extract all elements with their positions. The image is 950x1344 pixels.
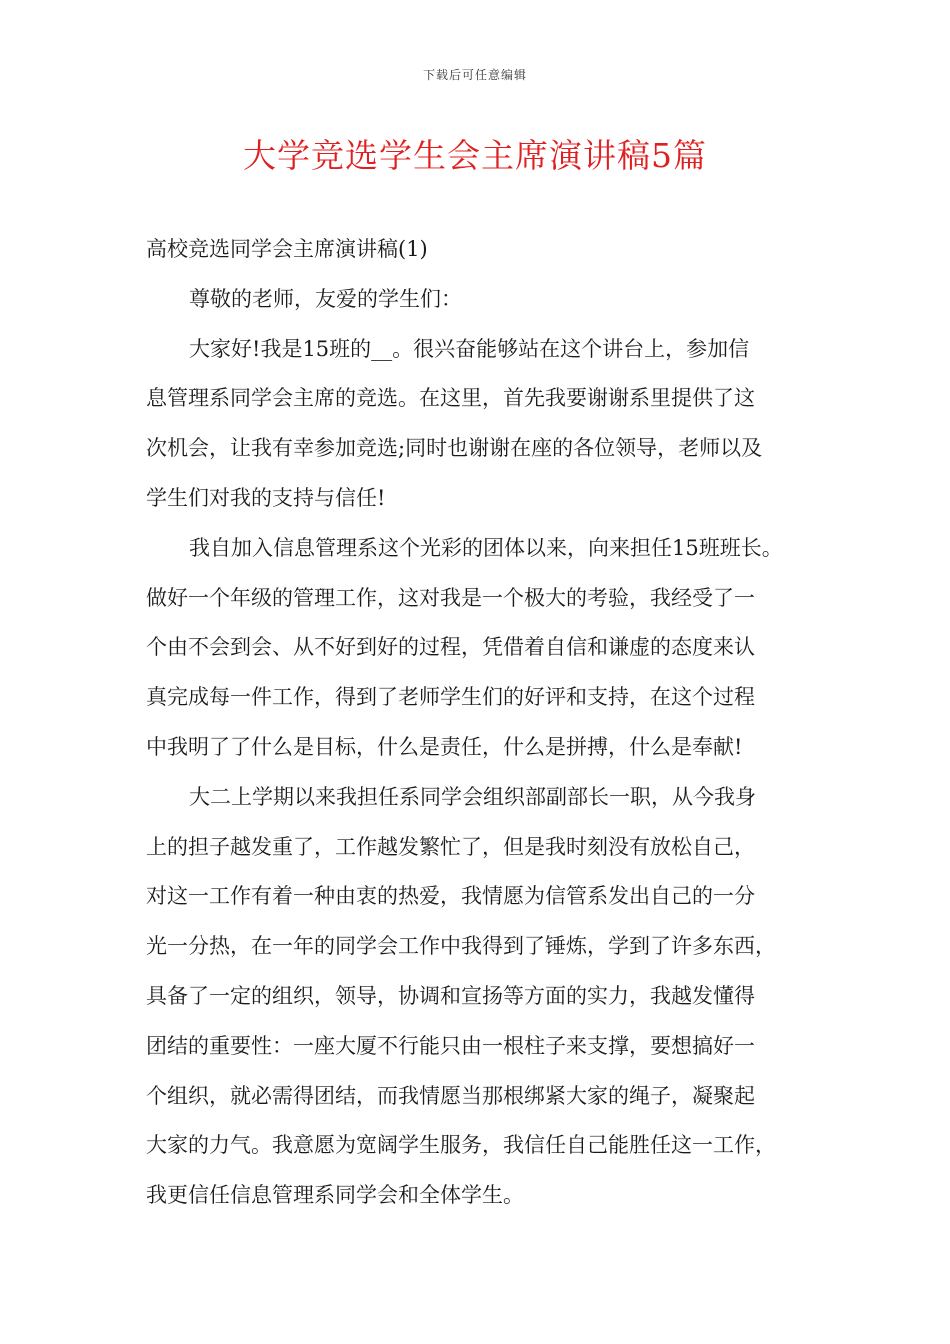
text-line: 尊敬的老师，友爱的学生们： [189, 286, 462, 311]
text-line: 大二上学期以来我担任系同学会组织部副部长一职，从今我身 [189, 784, 756, 809]
text-line: 个组织，就必需得团结，而我情愿当那根绑紧大家的绳子，凝聚起 [146, 1083, 755, 1108]
text-line: 息管理系同学会主席的竞选。在这里，首先我要谢谢系里提供了这 [146, 386, 755, 411]
text-line: 个由不会到会、从不好到好的过程，凭借着自信和谦虚的态度来认 [146, 635, 755, 660]
text-line: 高校竞选同学会主席演讲稿(1) [146, 237, 428, 261]
text-line: 上的担子越发重了，工作越发繁忙了，但是我时刻没有放松自己， [146, 834, 755, 859]
text-line: 对这一工作有着一种由衷的热爱，我情愿为信管系发出自己的一分 [146, 884, 755, 909]
document-body [146, 225, 816, 1221]
text-line: 真完成每一件工作，得到了老师学生们的好评和支持，在这个过程 [146, 685, 755, 710]
text-line: 次机会，让我有幸参加竞选;同时也谢谢在座的各位领导，老师以及 [146, 436, 763, 461]
text-line: 大家好!我是15班的__。很兴奋能够站在这个讲台上，参加信 [189, 336, 750, 361]
text-line: 具备了一定的组织，领导，协调和宣扬等方面的实力，我越发懂得 [146, 983, 755, 1008]
text-line: 光一分热，在一年的同学会工作中我得到了锤炼，学到了许多东西， [146, 934, 776, 959]
text-line: 大家的力气。我意愿为宽阔学生服务，我信任自己能胜任这一工作， [146, 1133, 776, 1158]
text-line: 团结的重要性：一座大厦不行能只由一根柱子来支撑，要想搞好一 [146, 1033, 755, 1058]
document-title: 大学竞选学生会主席演讲稿5篇 [243, 136, 707, 175]
text-line: 做好一个年级的管理工作，这对我是一个极大的考验，我经受了一 [146, 585, 755, 610]
text-line: 学生们对我的支持与信任! [146, 485, 386, 510]
text-line: 我更信任信息管理系同学会和全体学生。 [146, 1183, 524, 1208]
text-line: 我自加入信息管理系这个光彩的团体以来，向来担任15班班长。 [189, 535, 783, 560]
header-note: 下载后可任意编辑 [422, 68, 527, 82]
text-line: 中我明了了什么是目标，什么是责任，什么是拼搏，什么是奉献! [146, 734, 743, 759]
